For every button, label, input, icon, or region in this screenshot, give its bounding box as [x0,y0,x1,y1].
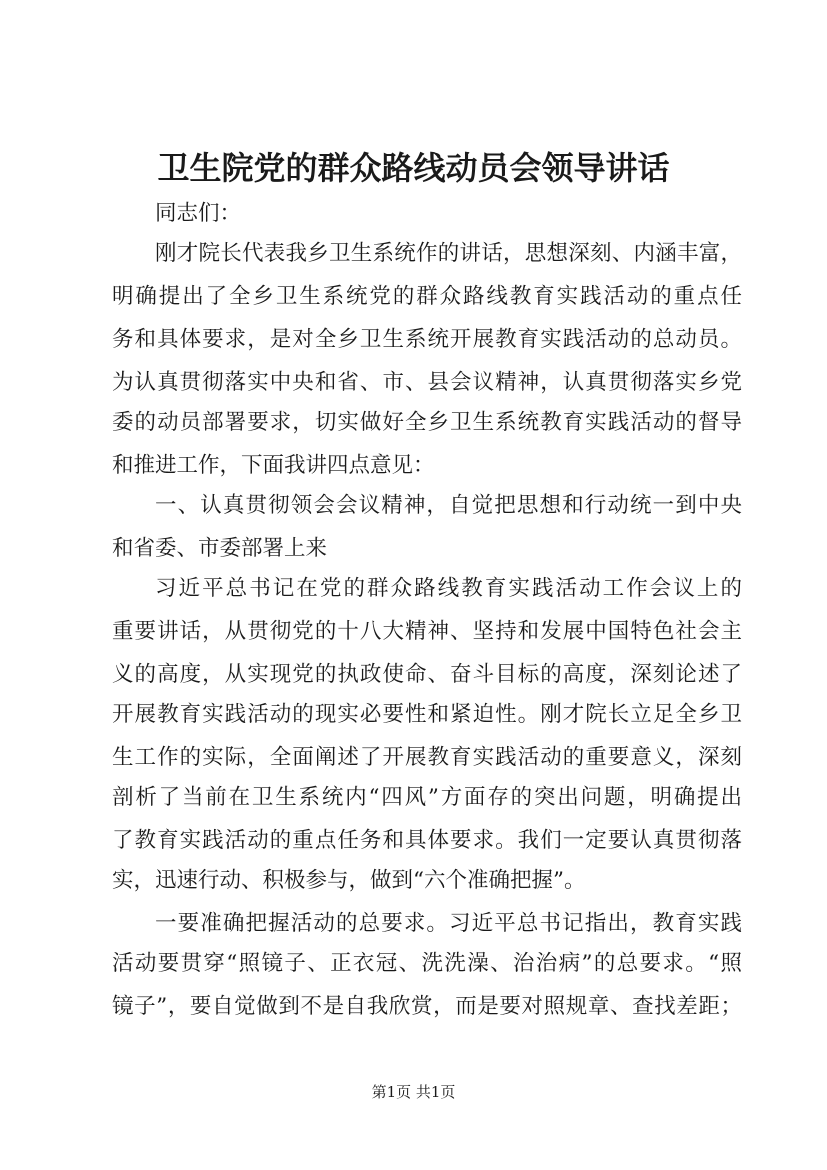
salutation: 同志们： [155,201,242,226]
paragraph-line: 重要讲话，从贯彻党的十八大精神、坚持和发展中国特色社会主 [112,619,742,644]
paragraph-line: 义的高度，从实现党的执政使命、奋斗目标的高度，深刻论述了 [112,662,742,687]
paragraph-line: 一要准确把握活动的总要求。习近平总书记指出，教育实践 [155,911,742,936]
paragraph-line: 明确提出了全乡卫生系统党的群众路线教育实践活动的重点任 [112,284,742,309]
paragraph-line: 生工作的实际，全面阐述了开展教育实践活动的重要意义，深刻 [112,745,742,770]
section-heading-line: 和省委、市委部署上来 [112,536,328,561]
paragraph-line: 活动要贯穿“照镜子、正衣冠、洗洗澡、治治病”的总要求。“照 [112,951,742,976]
paragraph-line: 了教育实践活动的重点任务和具体要求。我们一定要认真贯彻落 [112,828,742,853]
paragraph-line: 开展教育实践活动的现实必要性和紧迫性。刚才院长立足全乡卫 [112,702,742,727]
paragraph-line: 委的动员部署要求，切实做好全乡卫生系统教育实践活动的督导 [112,410,742,435]
paragraph-line: 镜子”，要自觉做到不是自我欣赏，而是要对照规章、查找差距； [112,994,742,1019]
paragraph-line: 剖析了当前在卫生系统内“四风”方面存的突出问题，明确提出 [112,785,742,810]
paragraph-line: 刚才院长代表我乡卫生系统作的讲话，思想深刻、内涵丰富， [155,241,742,266]
paragraph-line: 和推进工作，下面我讲四点意见： [112,453,435,478]
paragraph-line: 为认真贯彻落实中央和省、市、县会议精神，认真贯彻落实乡党 [112,370,742,395]
page-footer: 第1页 共1页 [371,1083,456,1101]
paragraph-line: 务和具体要求，是对全乡卫生系统开展教育实践活动的总动员。 [112,327,742,352]
paragraph-line: 实，迅速行动、积极参与，做到“六个准确把握”。 [112,868,586,893]
document-title: 卫生院党的群众路线动员会领导讲话 [157,149,670,187]
section-heading-line: 一、认真贯彻领会会议精神，自觉把思想和行动统一到中央 [155,493,742,518]
paragraph-line: 习近平总书记在党的群众路线教育实践活动工作会议上的 [155,576,742,601]
